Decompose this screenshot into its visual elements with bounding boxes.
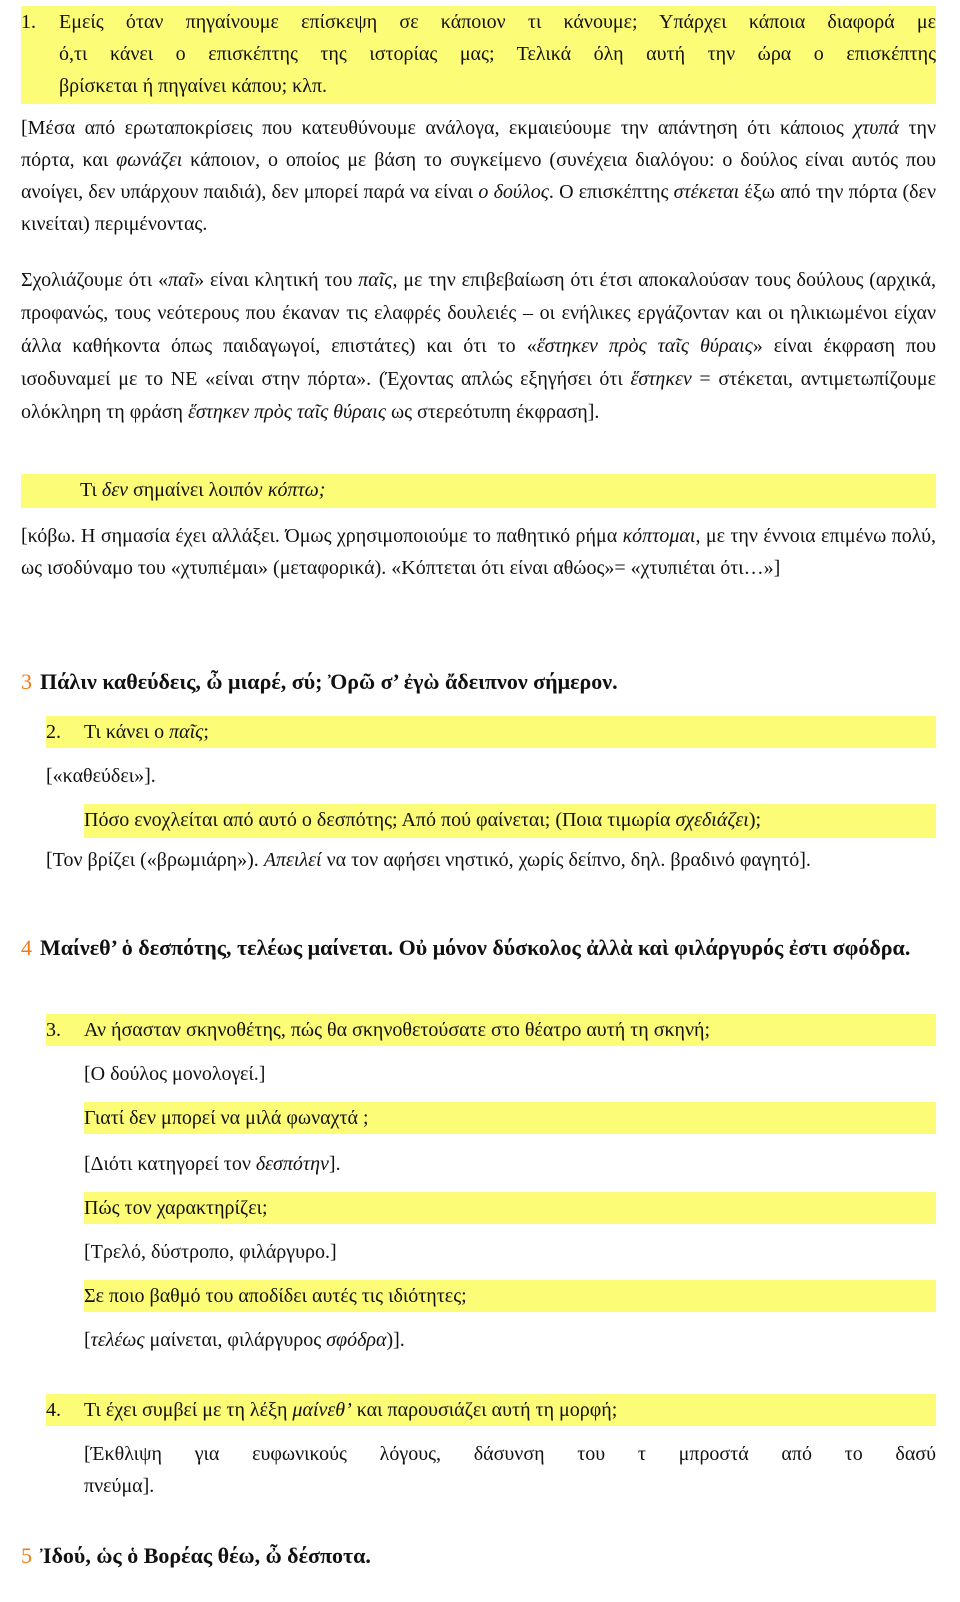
answer-4-line-2: πνεύμα]. [84, 1475, 155, 1497]
question-1-line-2: ό,τι κάνει ο επισκέπτης της ιστορίας μας; Τελικά όλη αυτή την ώρα ο επισκέπτης [59, 43, 936, 65]
question-1b: Τι δεν σημαίνει λοιπόν κόπτω; [21, 474, 936, 508]
question-3c: Πώς τον χαρακτηρίζει; [84, 1192, 936, 1224]
verse-5 [21, 1540, 936, 1572]
question-1-line-3: βρίσκεται ή πηγαίνει κάπου; κλπ. [59, 75, 328, 97]
verse-4 [21, 930, 936, 966]
question-3d-wrap [84, 1280, 936, 1312]
answer-1b: [κόβω. Η σημασία έχει αλλάξει. Όμως χρησιμοποιούμε το παθητικό ρήμα κόπτομαι, με την έννοια επιμένω πολύ, ως ισοδύναμο του «χτυπιέμαι» (μεταφορικά). «Κόπτεται ότι είναι αθώος»= «χτυπιέται ότι…»] [21, 525, 936, 579]
question-2-number: 2. [46, 721, 61, 743]
verse-text: Πάλιν καθεύδεις, ὦ μιαρέ, σύ; Ὀρῶ σ’ ἐγὼ ἄδειπνον σήμερον. [40, 669, 618, 694]
verse-number: 4 [21, 935, 32, 960]
answer-3: [Ο δούλος μονολογεί.] [84, 1063, 266, 1085]
verse-number: 5 [21, 1543, 32, 1568]
question-1 [21, 6, 936, 104]
answer-4-line-1: [Έκθλιψη για ευφωνικούς λόγους, δάσυνση του τ μπροστά από το δασύ [84, 1443, 936, 1465]
verse-text: Μαίνεθ’ ὁ δεσπότης, τελέως μαίνεται. Οὐ μόνον δύσκολος ἀλλὰ καὶ φιλάργυρός ἐστι σφόδρα. [40, 935, 911, 960]
question-3: 3. Αν ήσασταν σκηνοθέτης, πώς θα σκηνοθετούσατε στο θέατρο αυτή τη σκηνή; [46, 1014, 936, 1046]
question-3b: Γιατί δεν μπορεί να μιλά φωναχτά ; [84, 1102, 936, 1134]
question-4: 4. Τι έχει συμβεί με τη λέξη μαίνεθ’ και παρουσιάζει αυτή τη μορφή; [46, 1394, 936, 1426]
verse-text: Ἰδού, ὡς ὁ Βορέας θέω, ὦ δέσποτα. [40, 1543, 371, 1568]
answer-2b: [Τον βρίζει («βρωμιάρη»). Απειλεί να τον αφήσει νηστικό, χωρίς δείπνο, δηλ. βραδινό φαγητό]. [46, 849, 811, 871]
question-1-number: 1. [21, 11, 36, 33]
question-4-number: 4. [46, 1399, 61, 1421]
answer-3c: [Τρελό, δύστροπο, φιλάργυρο.] [84, 1241, 337, 1263]
answer-3b: [Διότι κατηγορεί τον δεσπότην]. [84, 1153, 341, 1175]
answer-1-paragraph-1: [Μέσα από ερωταποκρίσεις που κατευθύνουμε ανάλογα, εκμαιεύουμε την απάντηση ότι κάποιος χτυπά την πόρτα, και φωνάζει κάποιον, ο οποίος με βάση το συγκείμενο (συνέχεια διαλόγου: ο δούλος είναι αυτός που ανοίγει, δεν υπάρχουν παιδιά), δεν μπορεί παρά να είναι ο δούλος. Ο επισκέπτης στέκεται έξω από την πόρτα (δεν κινείται) περιμένοντας. [21, 117, 936, 235]
question-2b: Πόσο ενοχλείται από αυτό ο δεσπότης; Από πού φαίνεται; (Ποια τιμωρία σχεδιάζει); [84, 804, 936, 838]
answer-2: [«καθεύδει»]. [46, 765, 156, 787]
answer-4 [84, 1438, 936, 1502]
question-3d: Σε ποιο βαθμό του αποδίδει αυτές τις ιδιότητες; [84, 1280, 936, 1312]
question-3b-wrap [84, 1102, 936, 1134]
question-1-line-1: 1. Εμείς όταν πηγαίνουμε επίσκεψη σε κάποιον τι κάνουμε; Υπάρχει κάποια διαφορά με [21, 6, 936, 38]
verse-number: 3 [21, 669, 32, 694]
answer-1-paragraph-2: Σχολιάζουμε ότι «παῖ» είναι κλητική του παῖς, με την επιβεβαίωση ότι έτσι αποκαλούσαν τους δούλους (αρχικά, προφανώς, τους νεότερους που έκαναν τις ελαφρές δουλειές – οι ενήλικες εργάζονταν και οι ηλικιωμένοι είχαν άλλα καθήκοντα όπως παιδαγωγοί, επιστάτες) και ότι το «ἕστηκεν πρὸς ταῖς θύραις» είναι έκφραση που ισοδυναμεί με το ΝΕ «είναι στην πόρτα». (Έχοντας απλώς εξηγήσει ότι ἕστηκεν = στέκεται, αντιμετωπίζουμε ολόκληρη τη φράση ἕστηκεν πρὸς ταῖς θύραις ως στερεότυπη έκφραση]. [21, 269, 937, 423]
question-3-number: 3. [46, 1019, 61, 1041]
verse-3 [21, 666, 936, 698]
question-3c-wrap [84, 1192, 936, 1224]
answer-3d: [τελέως μαίνεται, φιλάργυρος σφόδρα)]. [84, 1329, 405, 1351]
question-2: 2. Τι κάνει ο παῖς; [46, 716, 936, 748]
